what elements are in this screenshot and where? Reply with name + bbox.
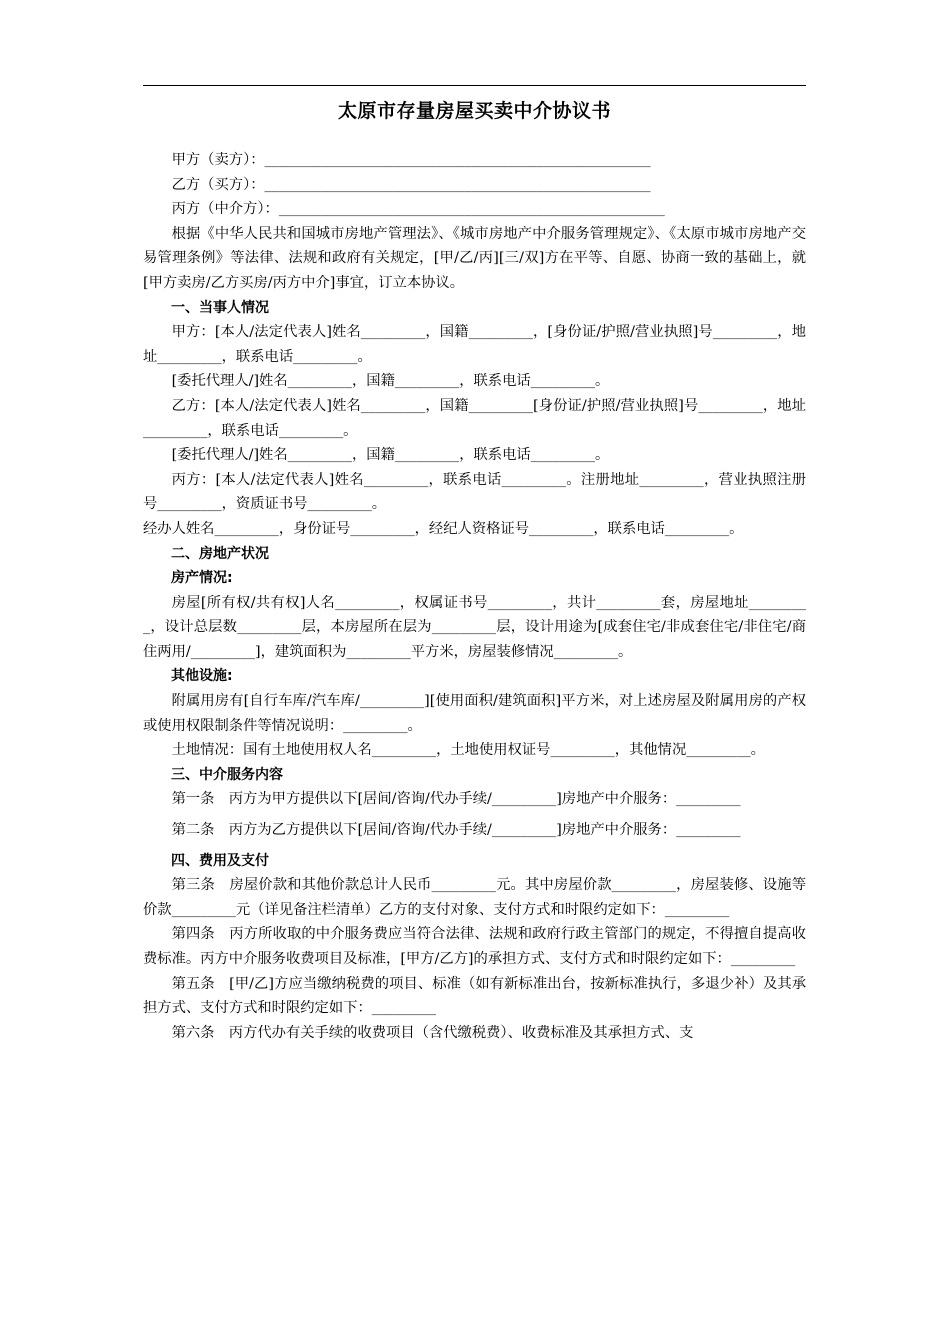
section-heading: 四、费用及支付 [171,852,269,869]
article-2: 第二条 丙方为乙方提供以下[居间/咨询/代办手续/_________]房地产中介服务：_________ [171,822,741,839]
article-1: 第一条 丙方为甲方提供以下[居间/咨询/代办手续/_________]房地产中介服务：_________ [171,791,741,808]
article-6: 第六条 丙方代办有关手续的收费项目（含代缴税费）、收费标准及其承担方式、支 [171,1024,694,1041]
party-c-line: 丙方（中介方）：______________________________________________________ [171,201,665,218]
header-rule [143,85,806,86]
preamble: 根据《中华人民共和国城市房地产管理法》、《城市房地产中介服务管理规定》、《太原市城市房地产交易管理条例》等法律、法规和政府有关规定，[甲/乙/丙][三/双]方在平等、自愿、协商一致的基础上，就[甲方卖房/乙方买房/丙方中介]事宜，订立本协议。 [143,225,806,291]
party-c-details: 丙方：[本人/法定代表人]姓名_________，联系电话_________。注册地址_________，营业执照注册号_________，资质证书号_________。 [143,471,806,513]
subsection-heading: 其他设施: [171,668,233,685]
party-b-agent: [委托代理人/]姓名_________，国籍_________，联系电话_________。 [171,447,610,464]
party-c-handler: 经办人姓名_________，身份证号_________，经纪人资格证号_________，联系电话_________。 [143,520,744,537]
section-heading: 三、中介服务内容 [171,766,283,783]
section-heading: 一、当事人情况 [171,299,269,316]
party-a-agent: [委托代理人/]姓名_________，国籍_________，联系电话_________。 [171,373,610,390]
section-heading: 二、房地产状况 [171,545,269,562]
party-a-line: 甲方（卖方）：______________________________________________________ [171,152,651,168]
property-details: 房屋[所有权/共有权]人名_________，权属证书号_________，共计_________套，房屋地址_________，设计总层数_________层，本房屋所在层为_________层，设计用途为[成套住宅/非成套住宅/非住宅/商住两用/_________]，建筑面积为_________平方米，房屋装修情况_________。 [143,594,806,660]
article-3: 第三条 房屋价款和其他价款总计人民币_________元。其中房屋价款_________，房屋装修、设施等价款_________元（详见备注栏清单）乙方的支付对象、支付方式和时限约定如下：_________ [143,877,806,918]
article-5: 第五条 [甲/乙]方应当缴纳税费的项目、标准（如有新标准出台，按新标准执行，多退少补）及其承担方式、支付方式和时限约定如下：_________ [143,975,806,1017]
subsection-heading: 房产情况: [171,570,233,587]
land-details: 土地情况：国有土地使用权人名_________，土地使用权证号_________，其他情况_________。 [171,742,765,759]
document-body [143,148,806,1045]
facilities-details: 附属用房有[自行车库/汽车库/_________][使用面积/建筑面积]平方米，对上述房屋及附属用房的产权或使用权限制条件等情况说明：_________。 [143,693,806,734]
article-4: 第四条 丙方所收取的中介服务费应当符合法律、法规和政府行政主管部门的规定，不得擅自提高收费标准。丙方中介服务收费项目及标准，[甲方/乙方]的承担方式、支付方式和时限约定如下：_________ [143,926,806,967]
party-a-details: 甲方：[本人/法定代表人]姓名_________，国籍_________，[身份证/护照/营业执照]号_________，地址_________，联系电话_________。 [143,324,806,365]
party-b-details: 乙方：[本人/法定代表人]姓名_________，国籍_________[身份证/护照/营业执照]号_________，地址_________，联系电话_________。 [143,397,806,439]
party-b-line: 乙方（买方）：______________________________________________________ [171,176,651,193]
page-title: 太原市存量房屋买卖中介协议书 [337,100,611,122]
